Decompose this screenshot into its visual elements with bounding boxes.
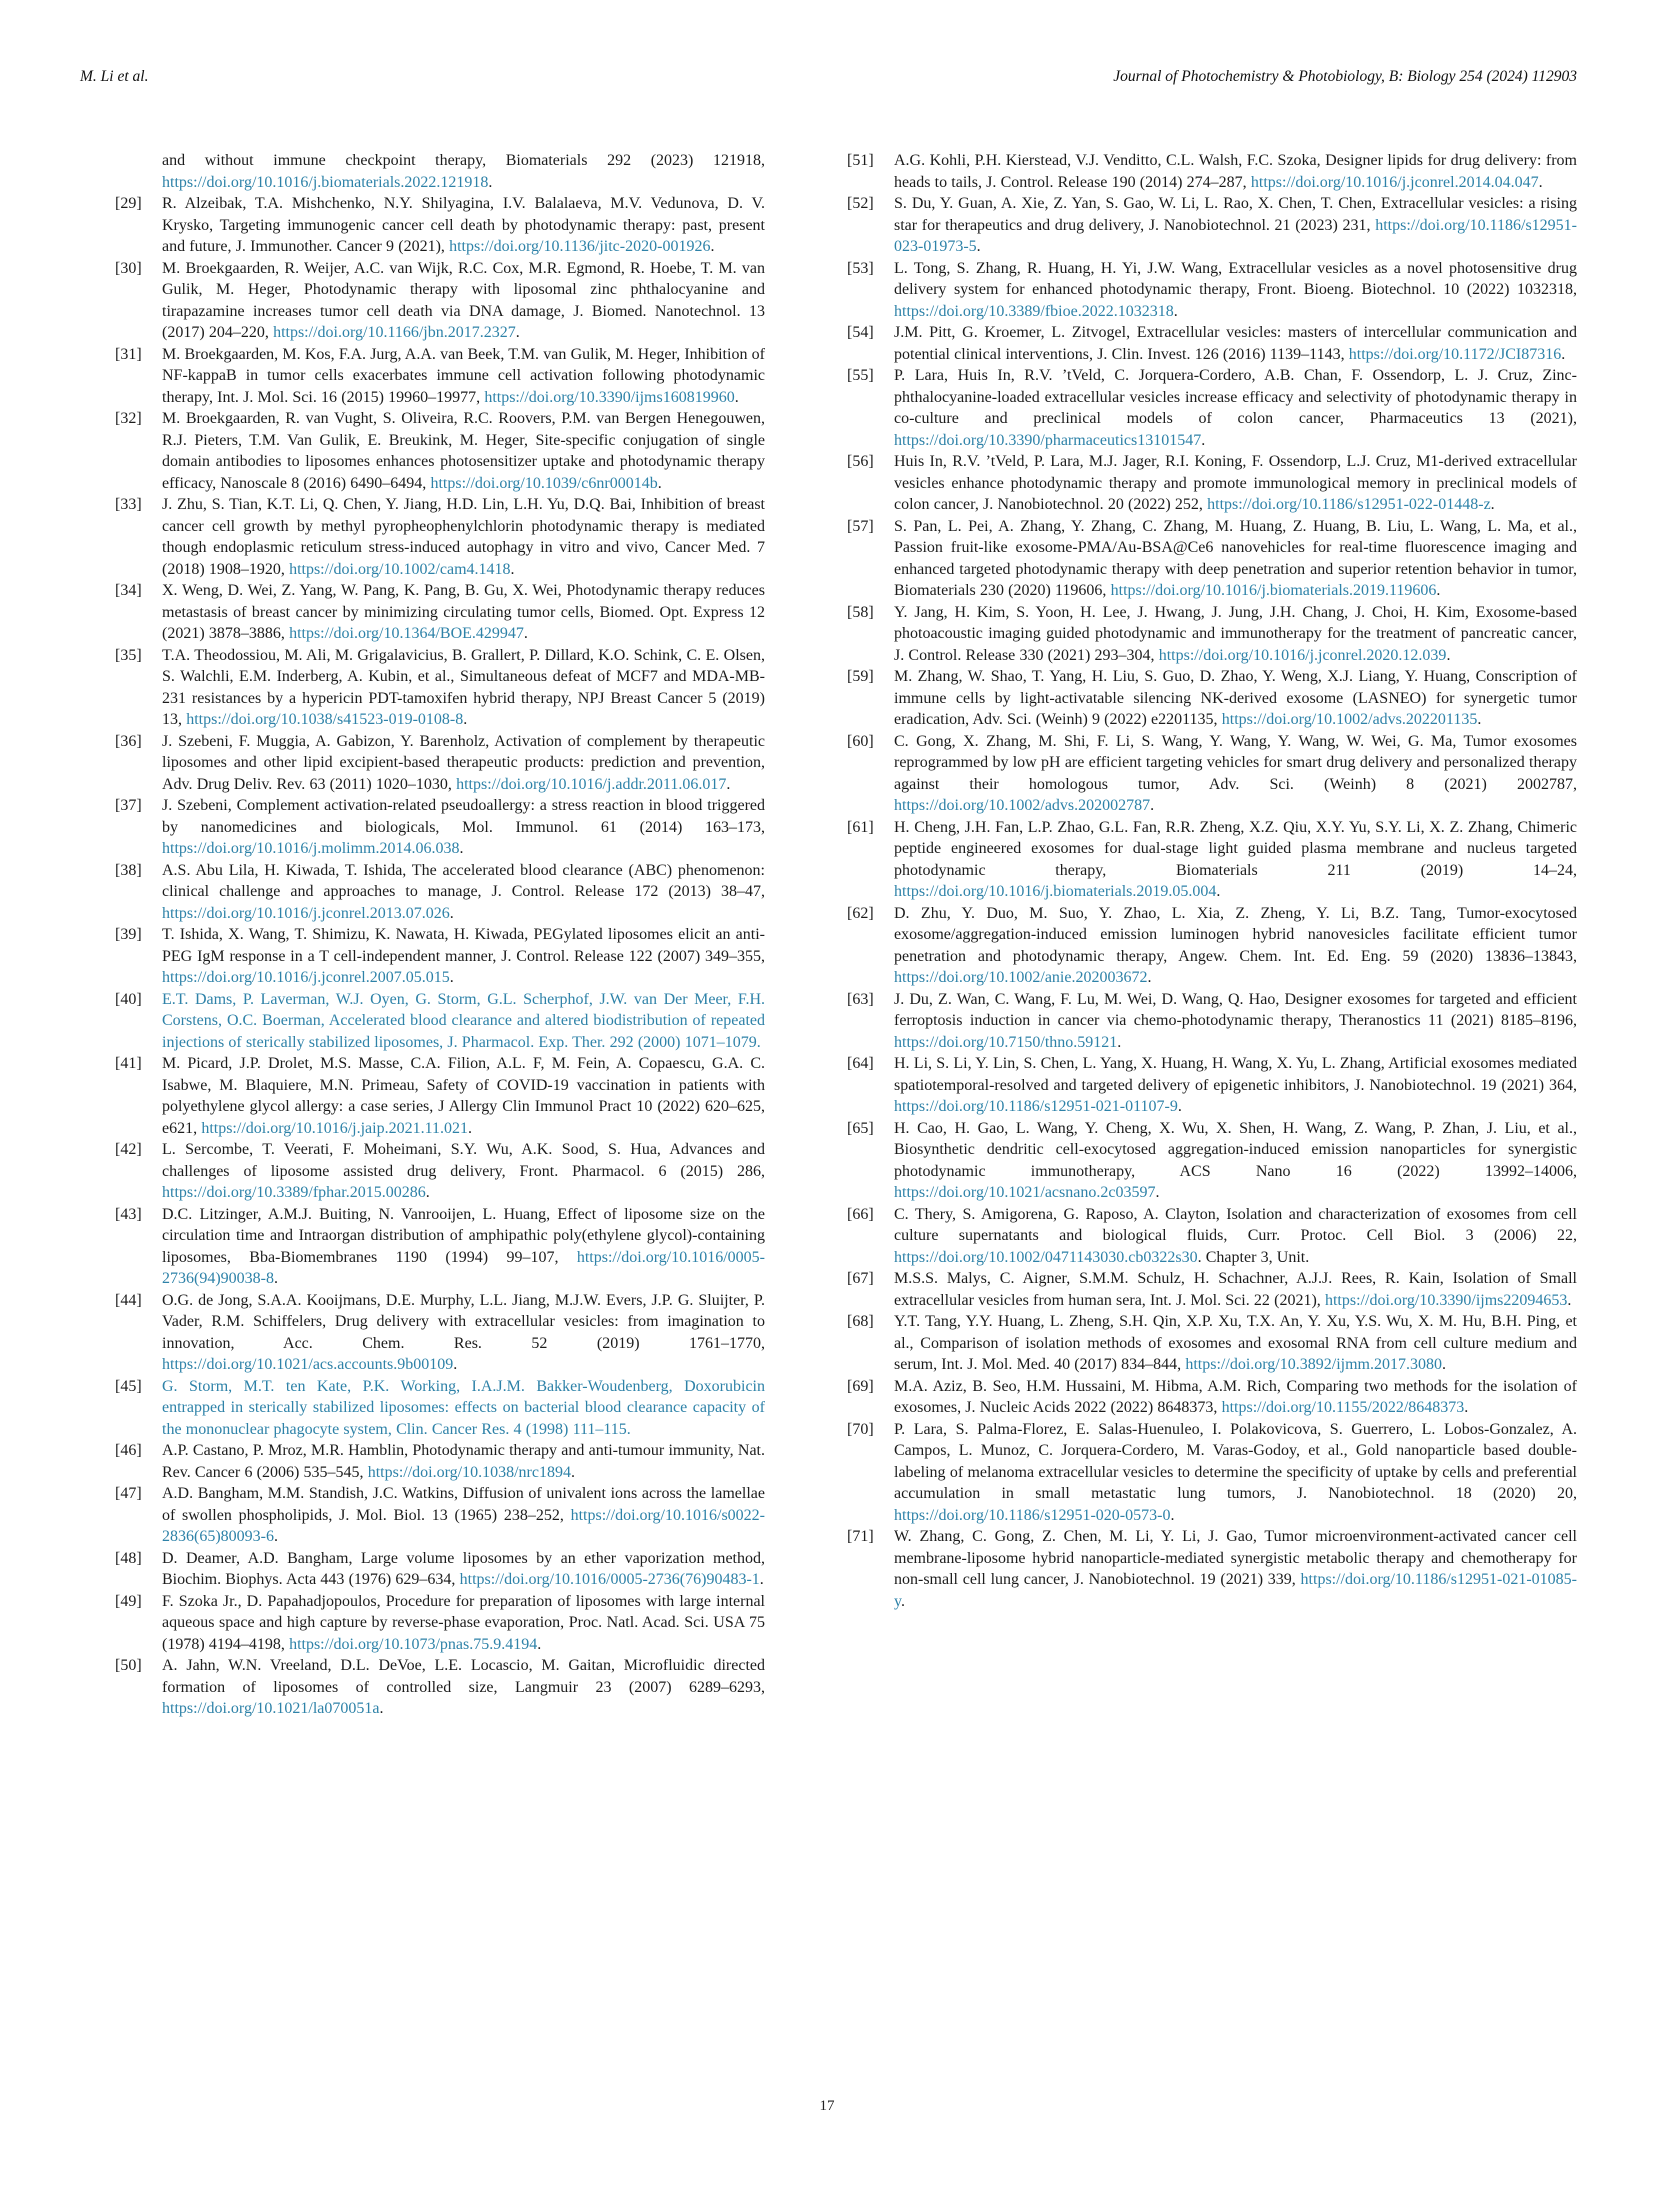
doi-link[interactable]: https://doi.org/10.1016/0005-2736(94)90038-8 [162, 1248, 765, 1287]
reference-text [894, 731, 1577, 817]
reference-segment: . [273, 1528, 278, 1545]
reference-number: [43] [115, 1205, 142, 1223]
reference-number: [32] [115, 410, 142, 427]
reference-segment: . [1117, 1033, 1122, 1051]
reference-text [162, 494, 765, 580]
reference-text [894, 817, 1577, 903]
reference-number: [67] [847, 1270, 874, 1287]
reference-segment: . [523, 625, 528, 642]
reference-text [162, 1376, 765, 1441]
reference-segment: . [1490, 496, 1495, 513]
reference-segment: O.G. de Jong, S.A.A. Kooijmans, D.E. Murphy, L.L. Jiang, M.J.W. Evers, J.P. G. Sluijter, P. Vader, R.M. Schiffelers, Drug delivery with extracellular vesicles: from imagination to innovation, Acc. Chem. Res. 52 (2019) 1761–1770, [162, 1291, 765, 1352]
reference-item [847, 1053, 1577, 1118]
reference-segment: . [1464, 1399, 1469, 1416]
reference-number: [38] [115, 861, 142, 879]
doi-link[interactable]: https://doi.org/10.1073/pnas.75.9.4194 [289, 1635, 538, 1653]
reference-segment: and without immune checkpoint therapy, Biomaterials 292 (2023) 121918, [162, 152, 765, 169]
reference-segment: . [1561, 345, 1566, 363]
reference-text [162, 731, 765, 796]
reference-segment: . [425, 1184, 430, 1201]
doi-link[interactable]: https://doi.org/10.1186/s12951-020-0573-0 [894, 1506, 1171, 1524]
doi-link[interactable]: https://doi.org/10.1002/0471143030.cb0322s30 [894, 1248, 1198, 1266]
reference-segment: J. Szebeni, F. Muggia, A. Gabizon, Y. Barenholz, Activation of complement by therapeutic liposomes and other lipid excipient-based therapeutic products: prediction and prevention, Adv. Drug Deliv. Rev. 63 (2011) 1020–1030, [162, 732, 765, 793]
reference-segment: R. Alzeibak, T.A. Mishchenko, N.Y. Shilyagina, I.V. Balalaeva, M.V. Vedunova, D. V. Krysko, Targeting immunogenic cancer cell death by photodynamic therapy: past, present and future, J. Immunother. Cancer 9 (2021), [162, 195, 765, 255]
reference-segment: . [1155, 1184, 1160, 1201]
doi-link[interactable]: https://doi.org/10.1002/advs.202201135 [1221, 711, 1478, 728]
doi-link[interactable]: https://doi.org/10.1016/j.jconrel.2020.12.039 [1158, 646, 1447, 664]
reference-number: [64] [847, 1055, 874, 1072]
reference-number: [57] [847, 517, 874, 535]
reference-number: [42] [115, 1141, 142, 1158]
doi-link[interactable]: https://doi.org/10.3892/ijmm.2017.3080 [1185, 1356, 1442, 1373]
reference-item [115, 1053, 765, 1139]
doi-link[interactable]: https://doi.org/10.1038/s41523-019-0108-8 [186, 711, 464, 728]
reference-segment: . [459, 840, 464, 857]
reference-item [115, 1139, 765, 1204]
doi-link[interactable]: https://doi.org/10.1016/j.jconrel.2013.07.026 [162, 904, 450, 922]
reference-number: [69] [847, 1377, 874, 1395]
reference-item [847, 1311, 1577, 1376]
reference-segment: . [734, 388, 739, 406]
reference-item [115, 1290, 765, 1376]
reference-segment: S. Du, Y. Guan, A. Xie, Z. Yan, S. Gao, W. Li, L. Rao, X. Chen, T. Chen, Extracellular vesicles: a rising star for therapeutics and drug delivery, J. Nanobiotechnol. 21 (2023) 231, [894, 195, 1577, 234]
reference-segment: H. Cheng, J.H. Fan, L.P. Zhao, G.L. Fan, R.R. Zheng, X.Z. Qiu, X.Y. Yu, S.Y. Li, X. Z. Zhang, Chimeric peptide engineered exosomes for dual-stage light guided plasma membrane and nucleus targeted photodynamic therapy, Biomaterials 211 (2019) 14–24, [894, 818, 1577, 879]
reference-item [115, 1204, 765, 1290]
reference-segment: . [515, 324, 520, 341]
reference-segment: Huis In, R.V. ’tVeld, P. Lara, M.J. Jager, R.I. Koning, F. Ossendorp, L.J. Cruz, M1-derived extracellular vesicles enhance photodynamic therapy and promote immunological memory in preclinical models of colon cancer, J. Nanobiotechnol. 20 (2022) 252, [894, 453, 1577, 513]
reference-number: [47] [115, 1485, 142, 1502]
reference-number: [60] [847, 732, 874, 750]
reference-text [162, 1139, 765, 1204]
reference-segment: H. Cao, H. Gao, L. Wang, Y. Cheng, X. Wu, X. Shen, H. Wang, Z. Wang, P. Zhan, J. Liu, et al., Biosynthetic dendritic cell-exocytosed aggregation-induced emission nanoparticles for synergistic photodynamic immunotherapy, ACS Nano 16 (2022) 13992–14006, [894, 1119, 1577, 1180]
reference-segment: . [488, 173, 493, 191]
reference-item [115, 494, 765, 580]
reference-item [115, 731, 765, 796]
doi-link[interactable]: https://doi.org/10.3390/pharmaceutics13101547 [894, 431, 1202, 449]
reference-number: [41] [115, 1055, 142, 1072]
reference-item [847, 1118, 1577, 1204]
reference-number: [65] [847, 1119, 874, 1137]
reference-number: [71] [847, 1528, 874, 1545]
reference-segment: . Chapter 3, Unit. [1197, 1248, 1310, 1266]
reference-text [894, 1376, 1577, 1419]
page-number: 17 [819, 2098, 835, 2114]
reference-text [894, 903, 1577, 989]
reference-item [847, 1419, 1577, 1527]
reference-item [847, 602, 1577, 667]
reference-segment: . [449, 904, 454, 922]
reference-segment: . [976, 238, 981, 255]
reference-segment: A.S. Abu Lila, H. Kiwada, T. Ishida, The accelerated blood clearance (ABC) phenomenon: clinical challenge and approaches to manage, J. Control. Release 172 (2013) 38–47, [162, 861, 765, 900]
reference-item [847, 451, 1577, 516]
reference-segment: P. Lara, Huis In, R.V. ’tVeld, C. Jorquera-Cordero, A.B. Chan, F. Ossendorp, L. J. Cruz, Zinc-phthalocyanine-loaded extracellular vesicles increase efficacy and selectivity of photodynamic therapy in co-culture and preclinical models of colon cancer, Pharmaceutics 13 (2021), [894, 367, 1577, 427]
reference-text [894, 1526, 1577, 1612]
reference-text [162, 344, 765, 409]
reference-segment: A.P. Castano, P. Mroz, M.R. Hamblin, Photodynamic therapy and anti-tumour immunity, Nat. Rev. Cancer 6 (2006) 535–545, [162, 1442, 765, 1481]
reference-item [115, 989, 765, 1054]
reference-segment: M. Picard, J.P. Drolet, M.S. Masse, C.A. Filion, A.L. F, M. Fein, A. Copaescu, G.A. C. Isabwe, M. Blaquiere, M.N. Primeau, Safety of COVID-19 vaccination in patients with polyethylene glycol allergy: a case series, J Allergy Clin Immunol Pract 10 (2022) 620–625, e621, [162, 1055, 765, 1137]
reference-segment: L. Sercombe, T. Veerati, F. Moheimani, S.Y. Wu, A.K. Sood, S. Hua, Advances and challenges of liposome assisted drug delivery, Front. Pharmacol. 6 (2015) 286, [162, 1141, 765, 1180]
reference-segment: . [1441, 1356, 1446, 1373]
doi-link[interactable]: https://doi.org/10.1186/s12951-023-01973-5 [894, 216, 1577, 255]
doi-link[interactable]: https://doi.org/10.1186/s12951-021-01085-y [894, 1571, 1577, 1610]
reference-number: [59] [847, 668, 874, 685]
reference-segment: . [759, 1571, 764, 1588]
reference-segment: Y.T. Tang, Y.Y. Huang, L. Zheng, S.H. Qin, X.P. Xu, T.X. An, Y. Xu, Y.S. Wu, X. M. Hu, B.H. Ping, et al., Comparison of isolation methods of exosomes and exosomal RNA from cell culture medium and serum, Int. J. Mol. Med. 40 (2017) 834–844, [894, 1313, 1577, 1373]
reference-segment: . [1477, 711, 1482, 728]
reference-text [162, 795, 765, 860]
reference-segment: D. Zhu, Y. Duo, M. Suo, Y. Zhao, L. Xia, Z. Zheng, Y. Li, B.Z. Tang, Tumor-exocytosed exosome/aggregation-induced emission luminogen hybrid nanovesicles facilitate efficient tumor penetration and photodynamic therapy, Angew. Chem. Int. Ed. Eng. 59 (2020) 13836–13843, [894, 904, 1577, 965]
reference-item [847, 322, 1577, 365]
reference-text [162, 580, 765, 645]
reference-number: [30] [115, 259, 142, 277]
doi-link[interactable]: https://doi.org/10.1016/s0022-2836(65)80093-6 [162, 1506, 765, 1545]
reference-segment: M.A. Aziz, B. Seo, H.M. Hussaini, M. Hibma, A.M. Rich, Comparing two methods for the isolation of exosomes, J. Nucleic Acids 2022 (2022) 8648373, [894, 1377, 1577, 1416]
reference-text [162, 1655, 765, 1720]
reference-text [894, 365, 1577, 451]
reference-item [847, 1204, 1577, 1269]
reference-text [894, 1053, 1577, 1118]
doi-link[interactable]: https://doi.org/10.1016/j.biomaterials.2019.05.004 [894, 883, 1217, 900]
doi-link[interactable]: https://doi.org/10.1016/j.addr.2011.06.017 [456, 775, 727, 793]
doi-link[interactable]: https://doi.org/10.1172/JCI87316 [1348, 345, 1562, 363]
reference-number: [35] [115, 646, 142, 664]
reference-text [162, 1204, 765, 1290]
doi-link[interactable]: https://doi.org/10.1166/jbn.2017.2327 [273, 324, 516, 341]
doi-link[interactable]: https://doi.org/10.3389/fbioe.2022.1032318 [894, 302, 1174, 320]
reference-text [162, 1440, 765, 1483]
header-author: M. Li et al. [80, 68, 149, 85]
reference-item [847, 365, 1577, 451]
reference-segment: A.G. Kohli, P.H. Kierstead, V.J. Venditto, C.L. Walsh, F.C. Szoka, Designer lipids for drug delivery: from heads to tails, J. Control. Release 190 (2014) 274–287, [894, 152, 1577, 191]
doi-link[interactable]: https://doi.org/10.1021/acs.accounts.9b00109 [162, 1356, 454, 1373]
reference-text [894, 258, 1577, 323]
reference-text [894, 1204, 1577, 1269]
reference-text [894, 602, 1577, 667]
reference-item [847, 1268, 1577, 1311]
reference-segment: . [1216, 883, 1221, 900]
doi-link[interactable]: https://doi.org/10.3390/ijms22094653 [1324, 1291, 1568, 1309]
reference-item [115, 1483, 765, 1548]
reference-item [847, 516, 1577, 602]
doi-link[interactable]: https://doi.org/10.1002/anie.202003672 [894, 969, 1148, 986]
doi-link[interactable]: https://doi.org/10.1016/j.jaip.2021.11.021 [201, 1119, 468, 1137]
reference-text [894, 1118, 1577, 1204]
doi-link[interactable]: https://doi.org/10.1039/c6nr00014b [430, 474, 658, 492]
reference-segment: . [1446, 646, 1451, 664]
reference-item [847, 903, 1577, 989]
reference-segment: M. Broekgaarden, R. Weijer, A.C. van Wijk, R.C. Cox, M.R. Egmond, R. Hoebe, T. M. van Gulik, M. Heger, Photodynamic therapy with liposomal zinc phthalocyanine and tirapazamine increases tumor cell death via DNA damage, J. Biomed. Nanotechnol. 13 (2017) 204–220, [162, 259, 765, 341]
doi-link[interactable]: https://doi.org/10.1016/j.jconrel.2014.04.047 [1250, 173, 1539, 191]
reference-text [162, 408, 765, 494]
reference-segment: . [1201, 431, 1206, 449]
reference-number: [44] [115, 1291, 142, 1309]
reference-number: [48] [115, 1549, 142, 1567]
reference-item [115, 1591, 765, 1656]
reference-number: [54] [847, 324, 874, 341]
reference-text [162, 1290, 765, 1376]
reference-item [115, 1440, 765, 1483]
doi-link[interactable]: https://doi.org/10.3390/ijms160819960 [484, 388, 735, 406]
reference-segment: M. Broekgaarden, R. van Vught, S. Oliveira, R.C. Roovers, P.M. van Bergen Henegouwen, R.J. Pieters, T.M. Van Gulik, E. Breukink, M. Heger, Site-specific conjugation of single domain antibodies to liposomes enhances photosensitizer uptake and photodynamic therapy efficacy, Nanoscale 8 (2016) 6490–6494, [162, 410, 765, 492]
doi-link[interactable]: https://doi.org/10.1021/la070051a [162, 1700, 380, 1717]
reference-segment: J. Szebeni, Complement activation-related pseudoallergy: a stress reaction in blood triggered by nanomedicines and biologicals, Mol. Immunol. 61 (2014) 163–173, [162, 797, 765, 836]
reference-item [847, 666, 1577, 731]
reference-text [894, 1311, 1577, 1376]
doi-link[interactable]: https://doi.org/10.1021/acsnano.2c03597 [894, 1184, 1156, 1201]
reference-segment: M. Zhang, W. Shao, T. Yang, H. Liu, S. Guo, D. Zhao, Y. Weng, X.J. Liang, Y. Huang, Conscription of immune cells by light-activatable silencing NK-derived exosome (LASNEO) for synergetic tumor eradication, Adv. Sci. (Weinh) 9 (2022) e2201135, [894, 668, 1577, 728]
reference-item [115, 795, 765, 860]
doi-link[interactable]: https://doi.org/10.1186/s12951-022-01448-z [1207, 496, 1491, 513]
reference-segment: . [1538, 173, 1543, 191]
references-column-right [847, 150, 1577, 1612]
reference-number: [29] [115, 195, 142, 212]
reference-segment: J. Zhu, S. Tian, K.T. Li, Q. Chen, Y. Jiang, H.D. Lin, L.H. Yu, D.Q. Bai, Inhibition of breast cancer cell growth by methyl pyropheophenylchlorin photodynamic therapy is mediated though endoplasmic reticulum stress-induced autophagy in vitro and vivo, Cancer Med. 7 (2018) 1908–1920, [162, 496, 765, 578]
reference-text [162, 860, 765, 925]
references-column-left [115, 150, 765, 1720]
reference-item [847, 989, 1577, 1054]
reference-segment: D. Deamer, A.D. Bangham, Large volume liposomes by an ether vaporization method, Biochim. Biophys. Acta 443 (1976) 629–634, [162, 1549, 765, 1588]
reference-segment: . [710, 238, 715, 255]
reference-text [894, 451, 1577, 516]
reference-text [162, 1548, 765, 1591]
reference-item [847, 731, 1577, 817]
reference-number: [53] [847, 259, 874, 277]
reference-number: [36] [115, 732, 142, 750]
reference-number: [31] [115, 345, 142, 363]
reference-item [115, 193, 765, 258]
reference-number: [45] [115, 1377, 142, 1395]
reference-number: [66] [847, 1205, 874, 1223]
reference-text [894, 989, 1577, 1054]
reference-number: [56] [847, 453, 874, 470]
reference-number: [49] [115, 1592, 142, 1610]
reference-text [162, 1053, 765, 1139]
reference-segment: F. Szoka Jr., D. Papahadjopoulos, Procedure for preparation of liposomes with large internal aqueous space and high capture by reverse-phase evaporation, Proc. Natl. Acad. Sci. USA 75 (1978) 4194–4198, [162, 1592, 765, 1653]
reference-segment: . [1147, 969, 1152, 986]
reference-segment: J. Du, Z. Wan, C. Wang, F. Lu, M. Wei, D. Wang, Q. Hao, Designer exosomes for targeted and efficient ferroptosis induction in cancer via chemo-photodynamic therapy, Theranostics 11 (2021) 8185–8196, [894, 990, 1577, 1029]
reference-segment: T.A. Theodossiou, M. Ali, M. Grigalavicius, B. Grallert, P. Dillard, K.O. Schink, C. E. Olsen, S. Walchli, E.M. Inderberg, A. Kubin, et al., Simultaneous defeat of MCF7 and MDA-MB-231 resistances by a hypericin PDT-tamoxifen hybrid therapy, NPJ Breast Cancer 5 (2019) 13, [162, 646, 765, 728]
reference-segment: . [453, 1356, 458, 1373]
reference-segment: . [1177, 1098, 1182, 1115]
reference-item [847, 1526, 1577, 1612]
reference-text [162, 150, 765, 193]
reference-text [894, 1268, 1577, 1311]
reference-item [115, 580, 765, 645]
reference-text [894, 150, 1577, 193]
doi-link[interactable]: https://doi.org/10.1136/jitc-2020-001926 [449, 238, 711, 255]
reference-number: [39] [115, 926, 142, 943]
reference-number: [50] [115, 1657, 142, 1674]
running-header [80, 68, 1577, 86]
doi-link[interactable]: E.T. Dams, P. Laverman, W.J. Oyen, G. Storm, G.L. Scherphof, J.W. van Der Meer, F.H. Corstens, O.C. Boerman, Accelerated blood clearance and altered biodistribution of repeated injections of sterically stabilized liposomes, J. Pharmacol. Exp. Ther. 292 (2000) 1071–1079. [162, 990, 765, 1051]
reference-item [115, 1655, 765, 1720]
reference-text [162, 645, 765, 731]
reference-text [162, 258, 765, 344]
reference-item [115, 1548, 765, 1591]
reference-text [162, 193, 765, 258]
reference-number: [52] [847, 195, 874, 212]
reference-number: [34] [115, 582, 142, 599]
reference-segment: M.S.S. Malys, C. Aigner, S.M.M. Schulz, H. Schachner, A.J.J. Rees, R. Kain, Isolation of Small extracellular vesicles from human sera, Int. J. Mol. Sci. 22 (2021), [894, 1270, 1577, 1309]
doi-link[interactable]: https://doi.org/10.7150/thno.59121 [894, 1033, 1118, 1051]
page-footer [0, 2098, 1654, 2115]
reference-number: [68] [847, 1313, 874, 1330]
reference-segment: S. Pan, L. Pei, A. Zhang, Y. Zhang, C. Zhang, M. Huang, Z. Huang, B. Liu, L. Wang, L. Ma, et al., Passion fruit-like exosome-PMA/Au-BSA@Ce6 nanovehicles for real-time fluorescence imaging and enhanced targeted photodynamic therapy with deep penetration and superior retention behavior in tumor, Biomaterials 230 (2020) 119606, [894, 517, 1577, 599]
reference-segment: T. Ishida, X. Wang, T. Shimizu, K. Nawata, H. Kiwada, PEGylated liposomes elicit an anti-PEG IgM response in a T cell-independent manner, J. Control. Release 122 (2007) 349–355, [162, 926, 765, 965]
reference-segment: . [510, 560, 515, 578]
reference-item [115, 408, 765, 494]
doi-link[interactable]: https://doi.org/10.1038/nrc1894 [367, 1463, 571, 1481]
reference-segment: H. Li, S. Li, Y. Lin, S. Chen, L. Yang, X. Huang, H. Wang, X. Yu, L. Zhang, Artificial exosomes mediated spatiotemporal-resolved and targeted delivery of epigenetic inhibitors, J. Nanobiotechnol. 19 (2021) 364, [894, 1055, 1577, 1094]
reference-segment: D.C. Litzinger, A.M.J. Buiting, N. Vanrooijen, L. Huang, Effect of liposome size on the circulation time and Intraorgan distribution of amphipathic poly(ethylene glycol)-containing liposomes, Bba-Biomembranes 1190 (1994) 99–107, [162, 1205, 765, 1266]
reference-text [162, 924, 765, 989]
reference-number: [55] [847, 367, 874, 384]
reference-segment: . [379, 1700, 384, 1717]
reference-text [894, 516, 1577, 602]
doi-link[interactable]: G. Storm, M.T. ten Kate, P.K. Working, I.A.J.M. Bakker-Woudenberg, Doxorubicin entrapped in sterically stabilized liposomes: effects on bacterial blood clearance capacity of the mononuclear phagocyte system, Clin. Cancer Res. 4 (1998) 111–115. [162, 1377, 765, 1438]
reference-segment: . [449, 969, 454, 986]
reference-number: [63] [847, 990, 874, 1008]
reference-text [162, 1483, 765, 1548]
doi-link[interactable]: https://doi.org/10.1016/j.biomaterials.2022.121918 [162, 173, 489, 191]
reference-segment: . [463, 711, 468, 728]
doi-link[interactable]: https://doi.org/10.1016/0005-2736(76)90483-1 [459, 1571, 760, 1588]
reference-text [894, 193, 1577, 258]
doi-link[interactable]: https://doi.org/10.1016/j.biomaterials.2019.119606 [1110, 582, 1437, 599]
reference-item [847, 193, 1577, 258]
reference-text [162, 1591, 765, 1656]
reference-segment: . [900, 1592, 905, 1610]
reference-segment: M. Broekgaarden, M. Kos, F.A. Jurg, A.A. van Beek, T.M. van Gulik, M. Heger, Inhibition of NF-kappaB in tumor cells exacerbates immune cell activation following photodynamic therapy, Int. J. Mol. Sci. 16 (2015) 19960–19977, [162, 345, 765, 406]
doi-link[interactable]: https://doi.org/10.1016/j.jconrel.2007.05.015 [162, 969, 450, 986]
reference-segment: L. Tong, S. Zhang, R. Huang, H. Yi, J.W. Wang, Extracellular vesicles as a novel photosensitive drug delivery system for enhanced photodynamic therapy, Front. Bioeng. Biotechnol. 10 (2022) 1032318, [894, 259, 1577, 298]
reference-segment: . [1173, 302, 1178, 320]
reference-item [847, 150, 1577, 193]
doi-link[interactable]: https://doi.org/10.1016/j.molimm.2014.06.038 [162, 840, 460, 857]
reference-segment: . [467, 1119, 472, 1137]
reference-text [894, 322, 1577, 365]
doi-link[interactable]: https://doi.org/10.1364/BOE.429947 [289, 625, 524, 642]
reference-item [115, 645, 765, 731]
reference-segment: Y. Jang, H. Kim, S. Yoon, H. Lee, J. Hwang, J. Jung, J.H. Chang, J. Choi, H. Kim, Exosome-based photoacoustic imaging guided photodynamic and immunotherapy for the treatment of pancreatic cancer, J. Control. Release 330 (2021) 293–304, [894, 603, 1577, 664]
reference-item [115, 924, 765, 989]
reference-item [115, 150, 765, 193]
reference-segment: . [1170, 1506, 1175, 1524]
reference-segment: . [1567, 1291, 1572, 1309]
reference-item [115, 258, 765, 344]
reference-segment: . [726, 775, 731, 793]
reference-text [894, 1419, 1577, 1527]
doi-link[interactable]: https://doi.org/10.1186/s12951-021-01107-9 [894, 1098, 1178, 1115]
reference-segment: . [273, 1270, 278, 1287]
reference-segment: . [537, 1635, 542, 1653]
reference-number: [61] [847, 818, 874, 836]
reference-number: [46] [115, 1442, 142, 1459]
reference-number: [40] [115, 990, 142, 1008]
reference-segment: . [657, 474, 662, 492]
reference-segment: P. Lara, S. Palma-Florez, E. Salas-Huenuleo, I. Polakovicova, S. Guerrero, L. Lobos-Gonzalez, A. Campos, L. Munoz, C. Jorquera-Cordero, M. Varas-Godoy, et al., Gold nanoparticle based double-labeling of melanoma extracellular vesicles to determine the specificity of uptake by cells and preferential accumulation in small metastatic lung tumors, J. Nanobiotechnol. 18 (2020) 20, [894, 1420, 1577, 1502]
reference-segment: J.M. Pitt, G. Kroemer, L. Zitvogel, Extracellular vesicles: masters of intercellular communication and potential clinical interventions, J. Clin. Invest. 126 (2016) 1139–1143, [894, 324, 1577, 363]
reference-item [847, 817, 1577, 903]
reference-item [115, 1376, 765, 1441]
reference-segment: X. Weng, D. Wei, Z. Yang, W. Pang, K. Pang, B. Gu, X. Wei, Photodynamic therapy reduces metastasis of breast cancer by minimizing circulating tumor cells, Biomed. Opt. Express 12 (2021) 3878–3886, [162, 582, 765, 642]
reference-number: [62] [847, 904, 874, 922]
doi-link[interactable]: https://doi.org/10.1155/2022/8648373 [1221, 1399, 1465, 1416]
reference-number: [51] [847, 152, 874, 169]
reference-segment: A.D. Bangham, M.M. Standish, J.C. Watkins, Diffusion of univalent ions across the lamellae of swollen phospholipids, J. Mol. Biol. 13 (1965) 238–252, [162, 1485, 765, 1524]
doi-link[interactable]: https://doi.org/10.3389/fphar.2015.00286 [162, 1184, 426, 1201]
reference-text [162, 989, 765, 1054]
reference-segment: . [570, 1463, 575, 1481]
doi-link[interactable]: https://doi.org/10.1002/advs.202002787 [894, 797, 1151, 814]
reference-segment: C. Gong, X. Zhang, M. Shi, F. Li, S. Wang, Y. Wang, Y. Wang, W. Wei, G. Ma, Tumor exosomes reprogrammed by low pH are efficient targeting vehicles for smart drug delivery and personalized therapy against their homologous tumor, Adv. Sci. (Weinh) 8 (2021) 2002787, [894, 732, 1577, 793]
header-journal-title: Journal of Photochemistry & Photobiology, B: Biology 254 (2024) 112903 [1113, 68, 1577, 85]
reference-number: [37] [115, 797, 142, 814]
reference-segment: C. Thery, S. Amigorena, G. Raposo, A. Clayton, Isolation and characterization of exosomes from cell culture supernatants and biological fluids, Curr. Protoc. Cell Biol. 3 (2006) 22, [894, 1205, 1577, 1244]
reference-number: [58] [847, 603, 874, 621]
reference-segment: . [1436, 582, 1441, 599]
reference-text [894, 666, 1577, 731]
reference-item [847, 1376, 1577, 1419]
reference-number: [70] [847, 1420, 874, 1438]
reference-number: [33] [115, 496, 142, 513]
doi-link[interactable]: https://doi.org/10.1002/cam4.1418 [289, 560, 511, 578]
reference-segment: . [1150, 797, 1155, 814]
reference-item [115, 344, 765, 409]
reference-item [115, 860, 765, 925]
reference-segment: W. Zhang, C. Gong, Z. Chen, M. Li, Y. Li, J. Gao, Tumor microenvironment-activated cancer cell membrane-liposome hybrid nanoparticle-mediated synergistic metabolic therapy and chemotherapy for non-small cell lung cancer, J. Nanobiotechnol. 19 (2021) 339, [894, 1528, 1577, 1588]
reference-item [847, 258, 1577, 323]
reference-segment: A. Jahn, W.N. Vreeland, D.L. DeVoe, L.E. Locascio, M. Gaitan, Microfluidic directed formation of liposomes of controlled size, Langmuir 23 (2007) 6289–6293, [162, 1657, 765, 1696]
